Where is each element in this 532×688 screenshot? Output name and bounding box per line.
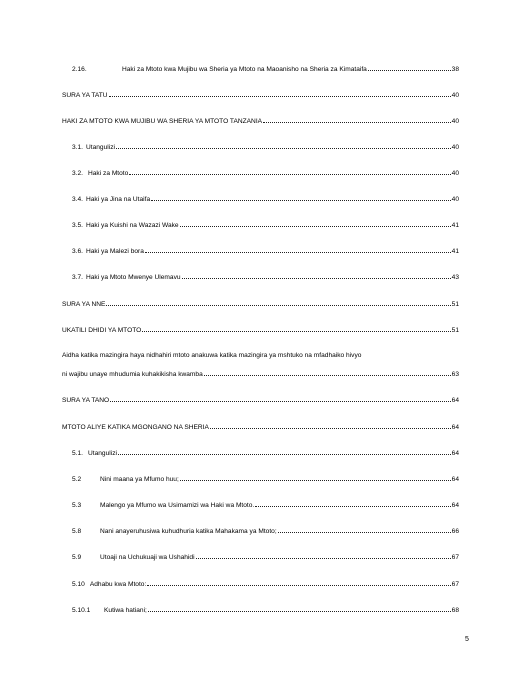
dot-leader (116, 142, 451, 149)
toc-entry-number: 3.2. (72, 170, 83, 177)
dot-leader (145, 246, 451, 253)
toc-entry-page: 40 (451, 144, 459, 151)
toc-entry-page: 68 (451, 607, 459, 614)
toc-entry[interactable] (62, 526, 459, 536)
toc-entry-title: Nini maana ya Mfumo huu; (100, 476, 179, 483)
toc-entry[interactable] (62, 395, 459, 405)
toc-entry[interactable] (62, 500, 459, 510)
toc-entry[interactable] (62, 272, 459, 282)
dot-leader (255, 500, 450, 507)
toc-entry[interactable] (62, 579, 459, 589)
toc-entry[interactable] (62, 605, 459, 615)
toc-entry-title: Kutiwa hatiani; (104, 607, 147, 614)
toc-entry-page: 41 (451, 222, 459, 229)
toc-entry-page: 64 (451, 397, 459, 404)
toc-entry-number: 3.6. (72, 248, 83, 255)
toc-entry-number: 3.7. (72, 274, 83, 281)
toc-entry-title: SURA YA TANO (62, 397, 110, 404)
toc-entry-page: 51 (451, 301, 459, 308)
dot-leader (210, 422, 451, 429)
toc-entry-title: Haki ya Mtoto Mwenye Ulemavu (86, 274, 181, 281)
toc-entry-page: 67 (451, 581, 459, 588)
dot-leader (182, 272, 451, 279)
toc-entry-page: 67 (451, 554, 459, 561)
toc-entry-number: 5.3 (72, 502, 82, 509)
dot-leader (118, 448, 451, 455)
toc-entry[interactable] (62, 448, 459, 458)
toc-entry-title: Utoaji na Uchukuaji wa Ushahidi (100, 554, 195, 561)
toc-entry[interactable] (62, 116, 459, 126)
toc-entry[interactable] (62, 422, 459, 432)
toc-entry[interactable] (62, 64, 459, 74)
dot-leader (109, 90, 451, 97)
toc-entry-page: 64 (451, 424, 459, 431)
toc-entry-number: 3.5. (72, 222, 83, 229)
toc-entry-title: Adhabu kwa Mtoto: (89, 581, 147, 588)
toc-entry-title: ni wajibu unaye mhudumia kuhakikisha kwamba (62, 371, 203, 378)
toc-entry-number: 5.8 (72, 528, 82, 535)
toc-entry-page: 64 (451, 502, 459, 509)
toc-entry-number: 3.4. (72, 196, 83, 203)
toc-entry-page: 64 (451, 476, 459, 483)
toc-entry[interactable] (62, 194, 459, 204)
dot-leader (180, 220, 451, 227)
dot-leader (180, 474, 451, 481)
toc-entry-page: 51 (451, 327, 459, 334)
toc-entry-continuation: Aidha katika mazingira haya nidhahiri mtoto anakuwa katika mazingira ya mshtuko na mfadhaiko hivyo (62, 352, 362, 359)
dot-leader (110, 395, 451, 402)
toc-entry-number: 5.9 (72, 554, 82, 561)
toc-entry[interactable] (62, 325, 459, 335)
toc-entry-page: 43 (451, 274, 459, 281)
toc-entry[interactable] (62, 220, 459, 230)
toc-entry-title: Haki ya Jina na Utaifa (86, 196, 151, 203)
toc-entry-title: Utangulizi (88, 450, 117, 457)
toc-entry-title: Haki ya Kuishi na Wazazi Wake (86, 222, 179, 229)
toc-entry-title: HAKI ZA MTOTO KWA MUJIBU WA SHERIA YA MTOTO TANZANIA (62, 118, 263, 125)
toc-entry[interactable] (62, 90, 459, 100)
dot-leader (106, 299, 450, 306)
toc-entry-page: 40 (451, 196, 459, 203)
toc-entry-page: 40 (451, 118, 459, 125)
dot-leader (278, 526, 451, 533)
toc-entry-number: 5.2 (72, 476, 82, 483)
dot-leader (204, 369, 451, 376)
dot-leader (142, 325, 450, 332)
dot-leader (129, 168, 450, 175)
dot-leader (368, 64, 451, 71)
toc-entry-title: UKATILI DHIDI YA MTOTO (62, 327, 142, 334)
toc-entry-number: 5.10.1 (72, 607, 91, 614)
toc-entry-page: 40 (451, 92, 459, 99)
toc-entry-page: 64 (451, 450, 459, 457)
toc-entry[interactable] (62, 142, 459, 152)
toc-entry-title: Malengo ya Mfumo wa Usimamizi wa Haki wa Mtoto. (100, 502, 255, 509)
toc-entry-title: Haki ya Malezi bora (86, 248, 144, 255)
toc-entry-title: Haki za Mtoto (88, 170, 129, 177)
toc-entry-number: 2.16. (72, 66, 87, 73)
toc-entry[interactable] (62, 168, 459, 178)
toc-entry-title: MTOTO ALIYE KATIKA MGONGANO NA SHERIA (62, 424, 209, 431)
toc-entry[interactable] (62, 474, 459, 484)
toc-entry[interactable] (62, 246, 459, 256)
toc-entry[interactable] (62, 552, 459, 562)
toc-entry-title: SURA YA NNE (62, 301, 106, 308)
dot-leader (148, 605, 451, 612)
toc-entry-title: SURA YA TATU (62, 92, 108, 99)
toc-entry-page: 41 (451, 248, 459, 255)
toc-entry-number: 3.1. (72, 144, 83, 151)
toc-entry-number: 5.10 (72, 581, 85, 588)
toc-entry-page: 66 (451, 528, 459, 535)
toc-entry-title: Nani anayeruhusiwa kuhudhuria katika Mahakama ya Mtoto; (100, 528, 277, 535)
toc-entry-page: 38 (451, 66, 459, 73)
toc-entry[interactable] (62, 369, 459, 379)
dot-leader (196, 552, 451, 559)
toc-entry-title: Haki za Mtoto kwa Mujibu wa Sheria ya Mtoto na Maoanisho na Sheria za Kimataifa (122, 66, 367, 73)
toc-entry-number: 5.1. (72, 450, 83, 457)
dot-leader (147, 579, 450, 586)
toc-entry-page: 40 (451, 170, 459, 177)
toc-entry-title: Utangulizi (86, 144, 115, 151)
dot-leader (151, 194, 451, 201)
toc-entry[interactable] (62, 299, 459, 309)
dot-leader (263, 116, 451, 123)
toc-entry-page: 63 (451, 371, 459, 378)
page-number: 5 (465, 636, 469, 643)
